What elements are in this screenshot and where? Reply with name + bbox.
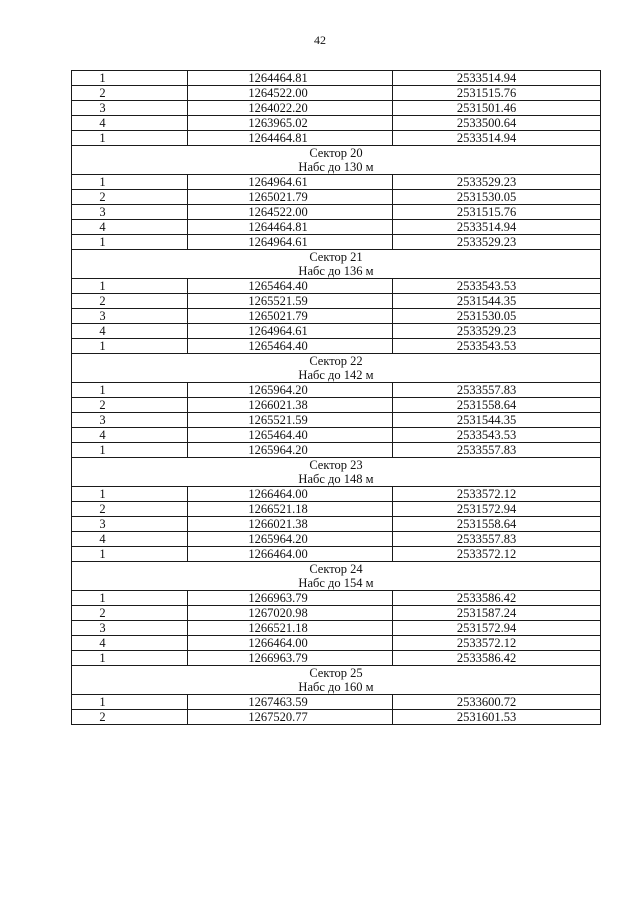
table-row xyxy=(72,205,601,220)
table-row xyxy=(72,532,601,547)
y-coordinate-cell: 2533514.94 xyxy=(393,220,601,235)
sector-altitude: Набс до 130 м xyxy=(72,160,601,175)
point-number-cell: 4 xyxy=(72,532,188,547)
point-number-cell: 4 xyxy=(72,220,188,235)
coordinates-table-body xyxy=(72,71,601,725)
point-number-cell: 3 xyxy=(72,101,188,116)
sector-altitude: Набс до 136 м xyxy=(72,264,601,279)
x-coordinate-cell: 1263965.02 xyxy=(188,116,393,131)
x-coordinate-cell: 1266521.18 xyxy=(188,621,393,636)
y-coordinate-cell: 2533543.53 xyxy=(393,339,601,354)
x-coordinate-cell: 1264464.81 xyxy=(188,220,393,235)
table-row xyxy=(72,383,601,398)
sector-altitude-row xyxy=(72,264,601,279)
sector-title: Сектор 25 xyxy=(72,666,601,681)
table-row xyxy=(72,517,601,532)
table-row xyxy=(72,220,601,235)
table-row xyxy=(72,547,601,562)
x-coordinate-cell: 1265021.79 xyxy=(188,309,393,324)
x-coordinate-cell: 1264522.00 xyxy=(188,86,393,101)
point-number-cell: 2 xyxy=(72,606,188,621)
table-row xyxy=(72,443,601,458)
point-number-cell: 2 xyxy=(72,502,188,517)
point-number-cell: 4 xyxy=(72,116,188,131)
point-number-cell: 4 xyxy=(72,324,188,339)
x-coordinate-cell: 1265964.20 xyxy=(188,532,393,547)
point-number-cell: 1 xyxy=(72,383,188,398)
point-number-cell: 1 xyxy=(72,591,188,606)
point-number-cell: 2 xyxy=(72,86,188,101)
table-row xyxy=(72,591,601,606)
table-row xyxy=(72,339,601,354)
sector-altitude: Набс до 154 м xyxy=(72,576,601,591)
table-row xyxy=(72,324,601,339)
y-coordinate-cell: 2533586.42 xyxy=(393,591,601,606)
point-number-cell: 3 xyxy=(72,621,188,636)
table-row xyxy=(72,131,601,146)
y-coordinate-cell: 2533572.12 xyxy=(393,636,601,651)
point-number-cell: 1 xyxy=(72,71,188,86)
y-coordinate-cell: 2531515.76 xyxy=(393,205,601,220)
y-coordinate-cell: 2531601.53 xyxy=(393,710,601,725)
sector-altitude-row xyxy=(72,576,601,591)
y-coordinate-cell: 2533514.94 xyxy=(393,71,601,86)
table-row xyxy=(72,235,601,250)
y-coordinate-cell: 2531558.64 xyxy=(393,517,601,532)
table-row xyxy=(72,710,601,725)
y-coordinate-cell: 2533529.23 xyxy=(393,175,601,190)
table-row xyxy=(72,86,601,101)
page-number: 42 xyxy=(314,33,326,47)
point-number-cell: 1 xyxy=(72,131,188,146)
sector-altitude: Набс до 142 м xyxy=(72,368,601,383)
x-coordinate-cell: 1264964.61 xyxy=(188,175,393,190)
x-coordinate-cell: 1265464.40 xyxy=(188,339,393,354)
table-row xyxy=(72,428,601,443)
sector-altitude-row xyxy=(72,368,601,383)
point-number-cell: 1 xyxy=(72,279,188,294)
x-coordinate-cell: 1267020.98 xyxy=(188,606,393,621)
point-number-cell: 3 xyxy=(72,413,188,428)
point-number-cell: 1 xyxy=(72,443,188,458)
y-coordinate-cell: 2531530.05 xyxy=(393,309,601,324)
point-number-cell: 1 xyxy=(72,175,188,190)
point-number-cell: 1 xyxy=(72,695,188,710)
x-coordinate-cell: 1266021.38 xyxy=(188,517,393,532)
sector-title-row xyxy=(72,562,601,577)
point-number-cell: 2 xyxy=(72,294,188,309)
coordinates-table xyxy=(71,70,601,725)
x-coordinate-cell: 1265464.40 xyxy=(188,279,393,294)
point-number-cell: 2 xyxy=(72,710,188,725)
point-number-cell: 1 xyxy=(72,547,188,562)
y-coordinate-cell: 2533557.83 xyxy=(393,532,601,547)
y-coordinate-cell: 2533572.12 xyxy=(393,487,601,502)
y-coordinate-cell: 2531572.94 xyxy=(393,621,601,636)
y-coordinate-cell: 2533543.53 xyxy=(393,279,601,294)
x-coordinate-cell: 1266464.00 xyxy=(188,636,393,651)
y-coordinate-cell: 2531572.94 xyxy=(393,502,601,517)
x-coordinate-cell: 1264964.61 xyxy=(188,324,393,339)
x-coordinate-cell: 1265521.59 xyxy=(188,413,393,428)
point-number-cell: 2 xyxy=(72,190,188,205)
table-row xyxy=(72,651,601,666)
point-number-cell: 3 xyxy=(72,205,188,220)
table-row xyxy=(72,695,601,710)
y-coordinate-cell: 2533514.94 xyxy=(393,131,601,146)
sector-title: Сектор 22 xyxy=(72,354,601,369)
table-row xyxy=(72,413,601,428)
x-coordinate-cell: 1266021.38 xyxy=(188,398,393,413)
y-coordinate-cell: 2531558.64 xyxy=(393,398,601,413)
sector-title-row xyxy=(72,146,601,161)
table-row xyxy=(72,398,601,413)
sector-title: Сектор 20 xyxy=(72,146,601,161)
y-coordinate-cell: 2533557.83 xyxy=(393,383,601,398)
table-row xyxy=(72,190,601,205)
x-coordinate-cell: 1267463.59 xyxy=(188,695,393,710)
x-coordinate-cell: 1267520.77 xyxy=(188,710,393,725)
table-row xyxy=(72,606,601,621)
y-coordinate-cell: 2533557.83 xyxy=(393,443,601,458)
x-coordinate-cell: 1264464.81 xyxy=(188,131,393,146)
point-number-cell: 4 xyxy=(72,636,188,651)
sector-title: Сектор 24 xyxy=(72,562,601,577)
point-number-cell: 1 xyxy=(72,651,188,666)
y-coordinate-cell: 2531544.35 xyxy=(393,294,601,309)
y-coordinate-cell: 2531544.35 xyxy=(393,413,601,428)
sector-altitude: Набс до 148 м xyxy=(72,472,601,487)
sector-title: Сектор 23 xyxy=(72,458,601,473)
x-coordinate-cell: 1264964.61 xyxy=(188,235,393,250)
x-coordinate-cell: 1264022.20 xyxy=(188,101,393,116)
table-row xyxy=(72,101,601,116)
point-number-cell: 4 xyxy=(72,428,188,443)
x-coordinate-cell: 1265964.20 xyxy=(188,383,393,398)
y-coordinate-cell: 2533586.42 xyxy=(393,651,601,666)
x-coordinate-cell: 1264464.81 xyxy=(188,71,393,86)
x-coordinate-cell: 1266963.79 xyxy=(188,651,393,666)
sector-title-row xyxy=(72,250,601,265)
x-coordinate-cell: 1265964.20 xyxy=(188,443,393,458)
x-coordinate-cell: 1266464.00 xyxy=(188,547,393,562)
y-coordinate-cell: 2533500.64 xyxy=(393,116,601,131)
table-row xyxy=(72,636,601,651)
x-coordinate-cell: 1265464.40 xyxy=(188,428,393,443)
sector-title: Сектор 21 xyxy=(72,250,601,265)
y-coordinate-cell: 2533543.53 xyxy=(393,428,601,443)
sector-title-row xyxy=(72,458,601,473)
table-row xyxy=(72,309,601,324)
sector-altitude: Набс до 160 м xyxy=(72,680,601,695)
point-number-cell: 1 xyxy=(72,487,188,502)
y-coordinate-cell: 2531501.46 xyxy=(393,101,601,116)
y-coordinate-cell: 2533572.12 xyxy=(393,547,601,562)
point-number-cell: 1 xyxy=(72,235,188,250)
x-coordinate-cell: 1265521.59 xyxy=(188,294,393,309)
table-row xyxy=(72,71,601,86)
table-row xyxy=(72,279,601,294)
x-coordinate-cell: 1266464.00 xyxy=(188,487,393,502)
point-number-cell: 1 xyxy=(72,339,188,354)
y-coordinate-cell: 2531515.76 xyxy=(393,86,601,101)
table-row xyxy=(72,116,601,131)
y-coordinate-cell: 2533600.72 xyxy=(393,695,601,710)
sector-altitude-row xyxy=(72,160,601,175)
sector-title-row xyxy=(72,354,601,369)
point-number-cell: 2 xyxy=(72,398,188,413)
x-coordinate-cell: 1266521.18 xyxy=(188,502,393,517)
table-row xyxy=(72,487,601,502)
sector-altitude-row xyxy=(72,680,601,695)
y-coordinate-cell: 2531587.24 xyxy=(393,606,601,621)
table-row xyxy=(72,621,601,636)
point-number-cell: 3 xyxy=(72,517,188,532)
x-coordinate-cell: 1264522.00 xyxy=(188,205,393,220)
y-coordinate-cell: 2533529.23 xyxy=(393,235,601,250)
sector-altitude-row xyxy=(72,472,601,487)
x-coordinate-cell: 1266963.79 xyxy=(188,591,393,606)
y-coordinate-cell: 2531530.05 xyxy=(393,190,601,205)
sector-title-row xyxy=(72,666,601,681)
y-coordinate-cell: 2533529.23 xyxy=(393,324,601,339)
x-coordinate-cell: 1265021.79 xyxy=(188,190,393,205)
table-row xyxy=(72,175,601,190)
table-row xyxy=(72,502,601,517)
table-row xyxy=(72,294,601,309)
point-number-cell: 3 xyxy=(72,309,188,324)
